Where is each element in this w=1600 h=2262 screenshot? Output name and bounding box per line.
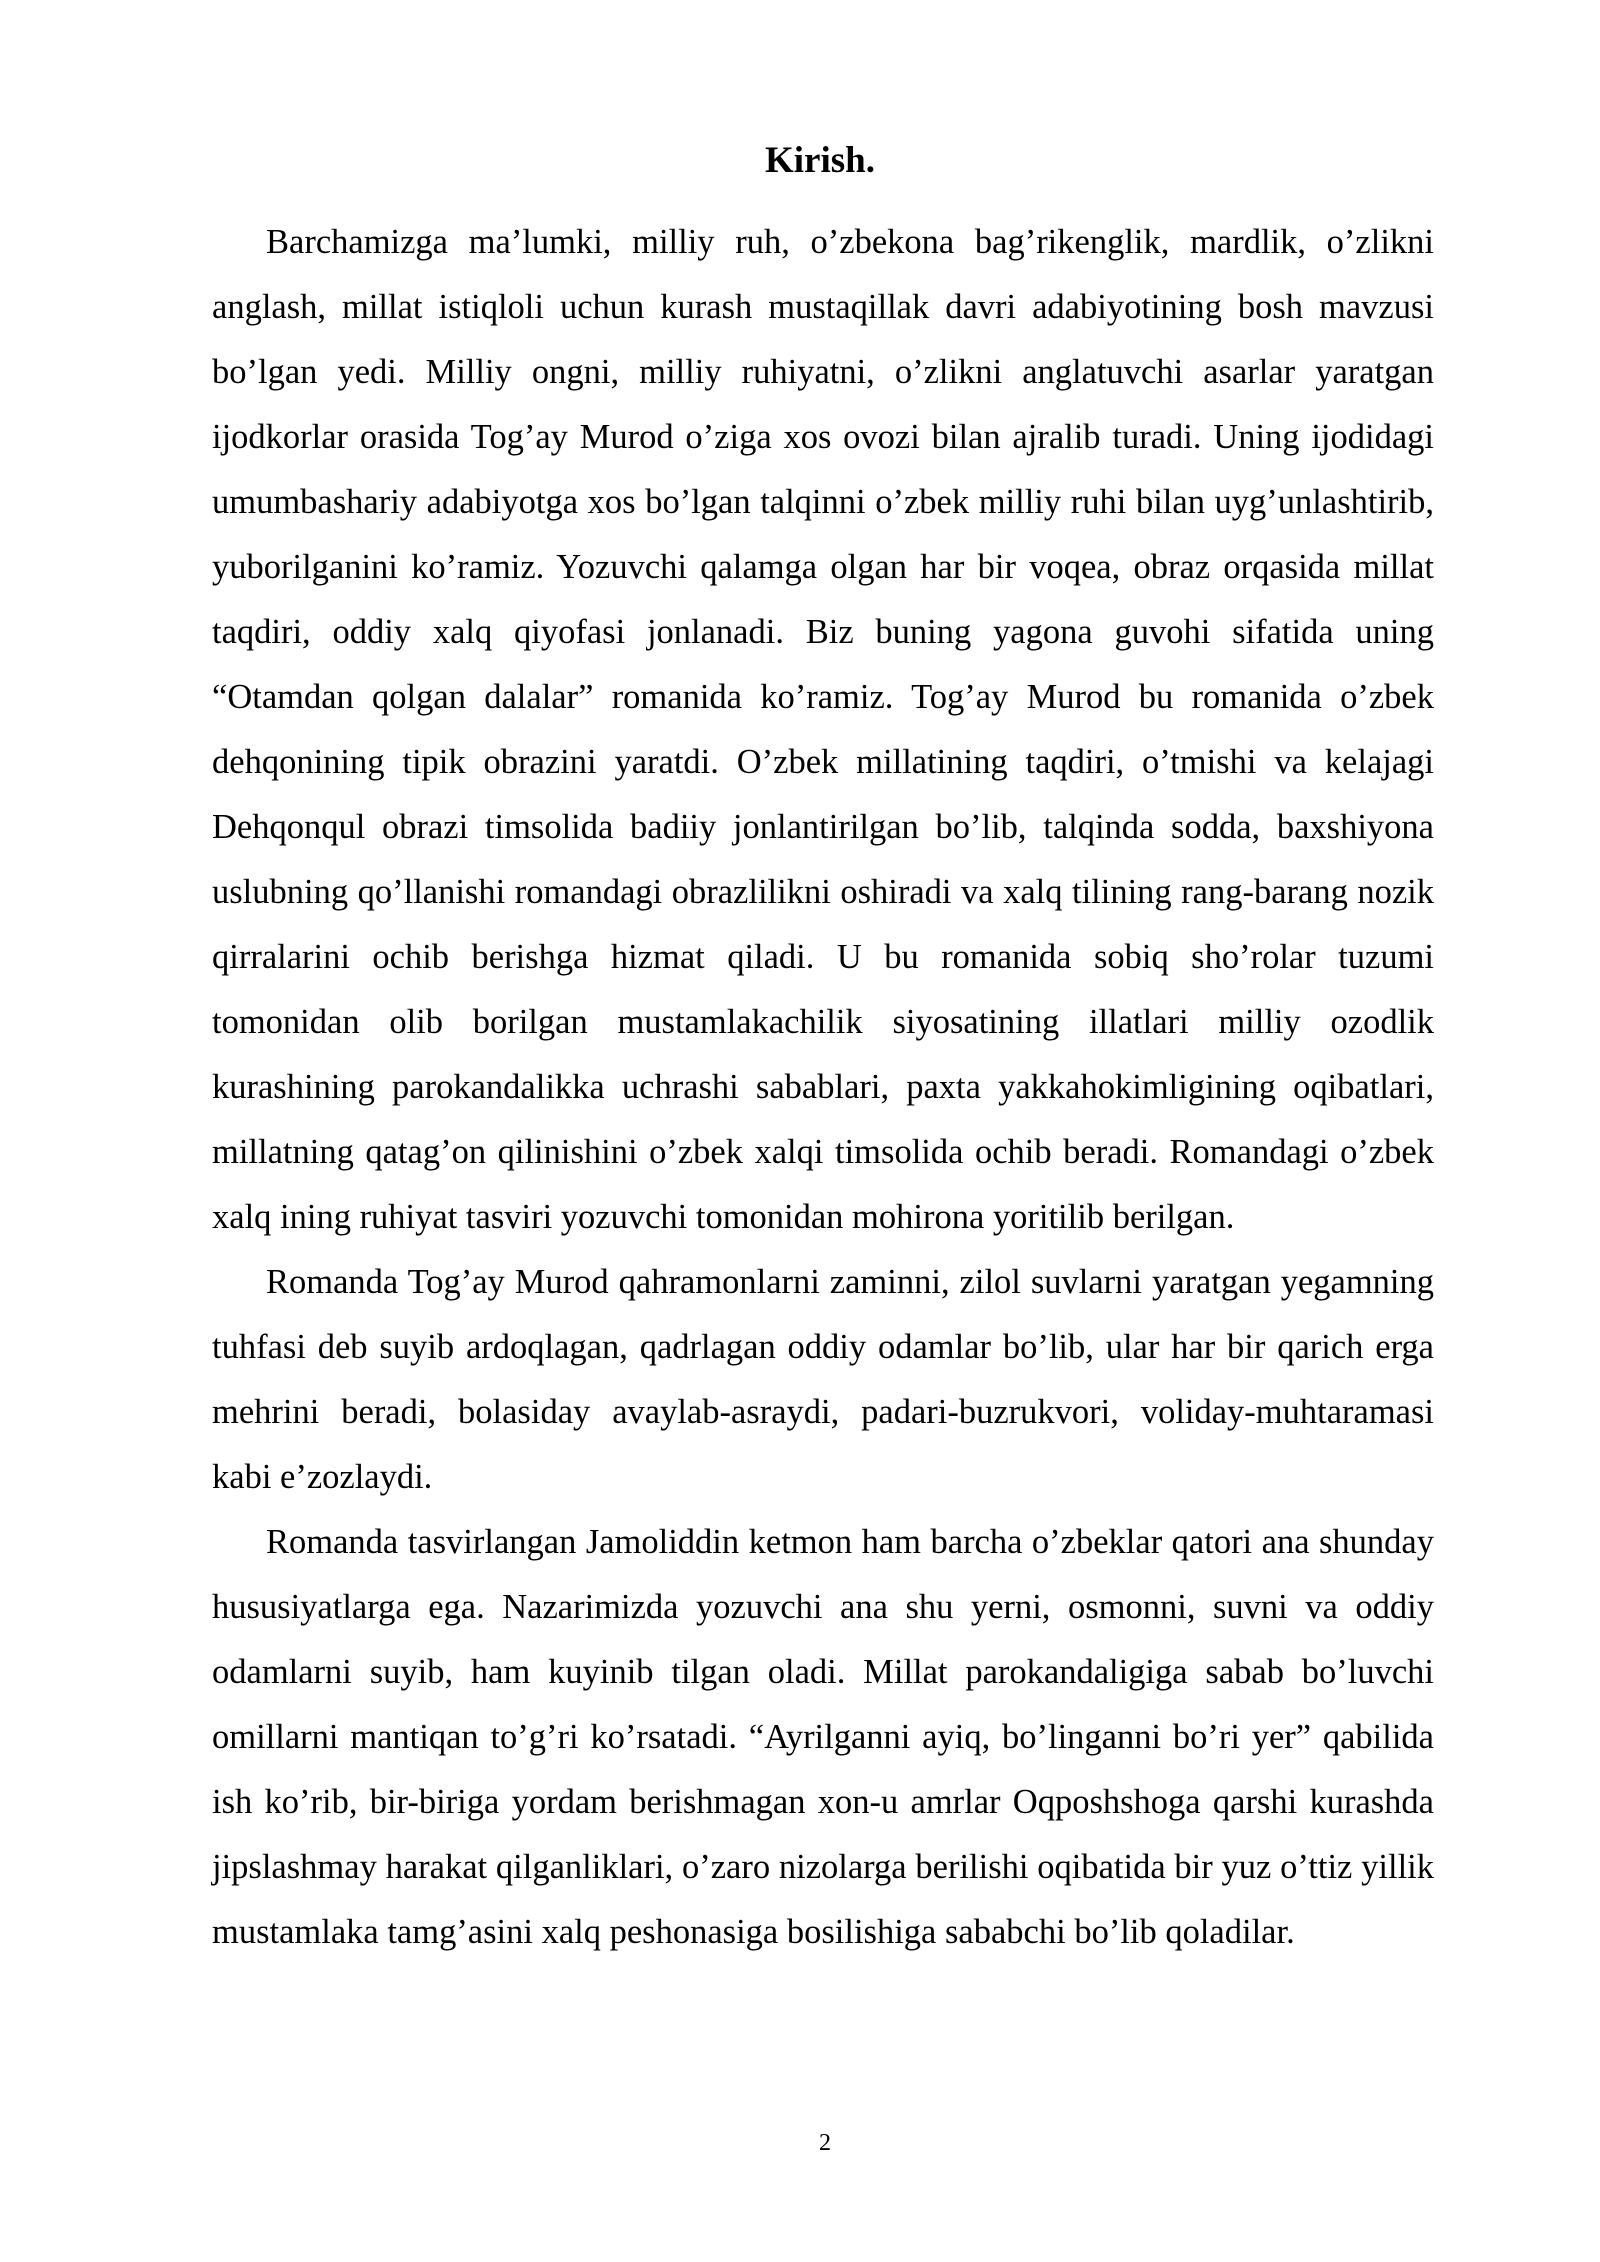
paragraph-3: Romanda tasvirlangan Jamoliddin ketmon ham barcha o’zbeklar qatori ana shunday hususiyatlarga ega. Nazarimizda yozuvchi ana shu yerni, osmonni, suvni va oddiy odamlarni suyib, ham kuyinib tilgan oladi. Millat parokandaligiga sabab bo’luvchi omillarni mantiqan to’g’ri ko’rsatadi. “Ayrilganni ayiq, bo’linganni bo’ri yer” qabilida ish ko’rib, bir-biriga yordam berishmagan xon-u amrlar Oqposhshoga qarshi kurashda jipslashmay harakat qilganliklari, o’zaro nizolarga berilishi oqibatida bir yuz o’ttiz yillik mustamlaka tamg’asini xalq peshonasiga bosilishiga sababchi bo’lib qoladilar. (212, 1523, 1434, 1951)
paragraph-1: Barchamizga ma’lumki, milliy ruh, o’zbekona bag’rikenglik, mardlik, o’zlikni anglash, millat istiqloli uchun kurash mustaqillak davri adabiyotining bosh mavzusi bo’lgan yedi. Milliy ongni, milliy ruhiyatni, o’zlikni anglatuvchi asarlar yaratgan ijodkorlar orasida Tog’ay Murod o’ziga xos ovozi bilan ajralib turadi. Uning ijodidagi umumbashariy adabiyotga xos bo’lgan talqinni o’zbek milliy ruhi bilan uyg’unlashtirib, yuborilganini ko’ramiz. Yozuvchi qalamga olgan har bir voqea, obraz orqasida millat taqdiri, oddiy xalq qiyofasi jonlanadi. Biz buning yagona guvohi sifatida uning “Otamdan qolgan dalalar” romanida ko’ramiz. Tog’ay Murod bu romanida o’zbek dehqonining tipik obrazini yaratdi. O’zbek millatining taqdiri, o’tmishi va kelajagi Dehqonqul obrazi timsolida badiiy jonlantirilgan bo’lib, talqinda sodda, baxshiyona uslubning qo’llanishi romandagi obrazlilikni oshiradi va xalq tilining rang-barang nozik qirralarini ochib berishga hizmat qiladi. U bu romanida sobiq sho’rolar tuzumi tomonidan olib borilgan mustamlakachilik siyosatining illatlari milliy ozodlik kurashining parokandalikka uchrashi sabablari, paxta yakkahokimligining oqibatlari, millatning qatag’on qilinishini o’zbek xalqi timsolida ochib beradi. Romandagi o’zbek xalq ining ruhiyat tasviri yozuvchi tomonidan mohirona yoritilib berilgan. (212, 223, 1434, 1236)
page-title: Kirish. (765, 140, 875, 181)
body-text (212, 210, 1434, 1965)
paragraph-2: Romanda Tog’ay Murod qahramonlarni zaminni, zilol suvlarni yaratgan yegamning tuhfasi deb suyib ardoqlagan, qadrlagan oddiy odamlar bo’lib, ular har bir qarich erga mehrini beradi, bolasiday avaylab-asraydi, padari-buzrukvori, voliday-muhtaramasi kabi e’zozlaydi. (212, 1263, 1434, 1496)
page-number: 2 (819, 2130, 831, 2156)
